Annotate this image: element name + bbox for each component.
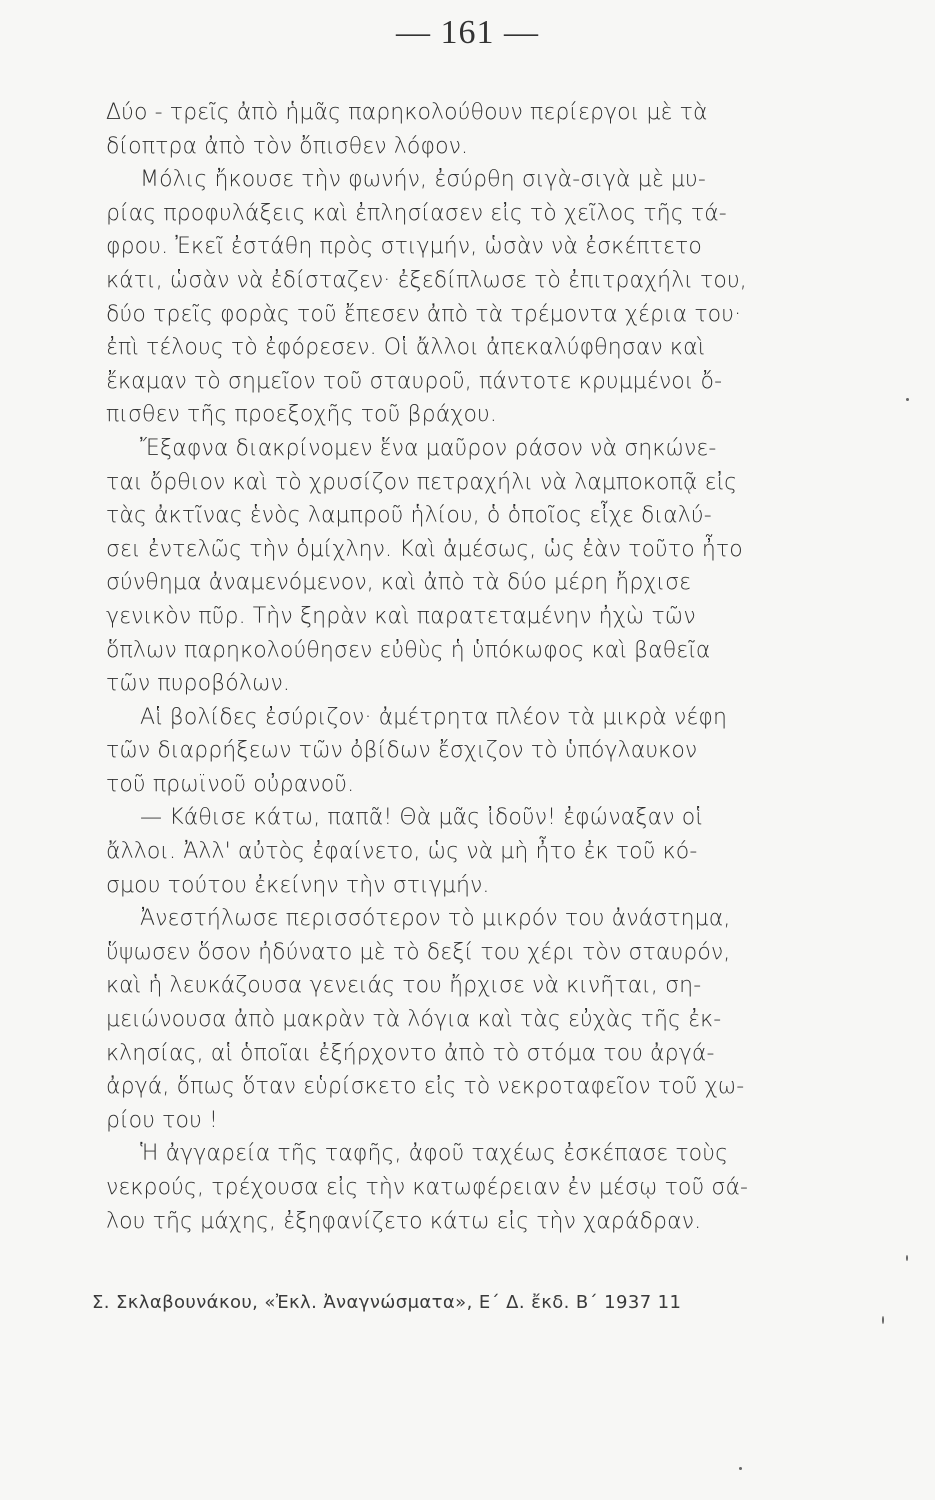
text-line: ὅπλων παρηκολούθησεν εὐθὺς ἡ ὑπόκωφος καὶ βαθεῖα xyxy=(106,637,711,663)
text-line: ται ὄρθιον καὶ τὸ χρυσίζον πετραχήλι νὰ λαμποκοπᾷ εἰς xyxy=(106,469,738,495)
text-line: ρίας προφυλάξεις καὶ ἐπλησίασεν εἰς τὸ χεῖλος τῆς τά- xyxy=(106,200,727,226)
text-line: νεκρούς, τρέχουσα εἰς τὴν κατωφέρειαν ἐν μέσῳ τοῦ σά- xyxy=(106,1175,749,1200)
source-citation: Σ. Σκλαβουνάκου, «Ἐκλ. Ἀναγνώσματα», Ε΄ Δ. ἔκδ. Β΄ 1937 11 xyxy=(92,1292,682,1313)
text-line: — Κάθισε κάτω, παπᾶ! Θὰ μᾶς ἰδοῦν! ἐφώναξαν οἱ xyxy=(140,805,703,831)
text-line: ἀργά, ὅπως ὅταν εὑρίσκετο εἰς τὸ νεκροταφεῖον τοῦ χω- xyxy=(106,1074,745,1100)
text-line: δίοπτρα ἀπὸ τὸν ὄπισθεν λόφον. xyxy=(106,133,469,159)
text-line: ρίου του ! xyxy=(106,1107,218,1133)
scan-speck xyxy=(906,1255,908,1261)
text-line: Αἱ βολίδες ἐσύριζον· ἀμέτρητα πλέον τὰ μικρὰ νέφη xyxy=(140,704,728,730)
text-line: Ἡ ἀγγαρεία τῆς ταφῆς, ἀφοῦ ταχέως ἐσκέπασε τοὺς xyxy=(140,1141,729,1167)
text-line: κλησίας, αἱ ὁποῖαι ἐξήρχοντο ἀπὸ τὸ στόμα του ἀργά- xyxy=(106,1040,715,1066)
text-line: ὕψωσεν ὅσον ἠδύνατο μὲ τὸ δεξί του χέρι τὸν σταυρόν, xyxy=(106,939,731,965)
text-line: ἄλλοι. Ἀλλ' αὐτὸς ἐφαίνετο, ὡς νὰ μὴ ἦτο ἐκ τοῦ κό- xyxy=(106,839,698,865)
text-line: μειώνουσα ἀπὸ μακρὰν τὰ λόγια καὶ τὰς εὐχὰς τῆς ἐκ- xyxy=(106,1007,722,1033)
text-line: ἐπὶ τέλους τὸ ἐφόρεσεν. Οἱ ἄλλοι ἀπεκαλύφθησαν καὶ xyxy=(106,335,706,361)
text-line: ἔκαμαν τὸ σημεῖον τοῦ σταυροῦ, πάντοτε κρυμμένοι ὄ- xyxy=(106,368,723,394)
text-line: τῶν διαρρήξεων τῶν ὀβίδων ἔσχιζον τὸ ὑπόγλαυκον xyxy=(106,738,698,764)
text-line: σύνθημα ἀναμενόμενον, καὶ ἀπὸ τὰ δύο μέρη ἤρχισε xyxy=(106,570,692,596)
scan-speck xyxy=(882,1316,884,1324)
text-line: γενικὸν πῦρ. Τὴν ξηρὰν καὶ παρατεταμένην ἠχὼ τῶν xyxy=(106,603,696,629)
text-line: σει ἐντελῶς τὴν ὁμίχλην. Καὶ ἀμέσως, ὡς ἐὰν τοῦτο ἦτο xyxy=(106,536,743,562)
text-line: φρου. Ἐκεῖ ἐστάθη πρὸς στιγμήν, ὡσὰν νὰ ἐσκέπτετο xyxy=(106,234,702,260)
page-number: — 161 — xyxy=(396,14,539,51)
body-text xyxy=(106,96,816,1238)
text-line: τῶν πυροβόλων. xyxy=(106,671,290,697)
text-line: Μόλις ἤκουσε τὴν φωνήν, ἐσύρθη σιγὰ-σιγὰ μὲ μυ- xyxy=(140,167,706,193)
text-line: τοῦ πρωϊνοῦ οὐρανοῦ. xyxy=(106,771,355,797)
text-line: Ἔξαφνα διακρίνομεν ἕνα μαῦρον ράσον νὰ σηκώνε- xyxy=(140,435,717,461)
text-line: λου τῆς μάχης, ἐξηφανίζετο κάτω εἰς τὴν χαράδραν. xyxy=(106,1208,702,1234)
scan-speck xyxy=(906,398,909,401)
scan-speck xyxy=(739,1467,742,1470)
text-line: σμου τούτου ἐκείνην τὴν στιγμήν. xyxy=(106,872,490,898)
text-line: τὰς ἀκτῖνας ἑνὸς λαμπροῦ ἡλίου, ὁ ὁποῖος εἶχε διαλύ- xyxy=(106,503,712,529)
text-line: καὶ ἡ λευκάζουσα γενειάς του ἤρχισε νὰ κινῆται, ση- xyxy=(106,973,702,999)
text-line: δύο τρεῖς φορὰς τοῦ ἔπεσεν ἀπὸ τὰ τρέμοντα χέρια του· xyxy=(106,301,742,327)
text-line: πισθεν τῆς προεξοχῆς τοῦ βράχου. xyxy=(106,402,497,428)
text-line: Δύο - τρεῖς ἀπὸ ἡμᾶς παρηκολούθουν περίεργοι μὲ τὰ xyxy=(106,100,708,125)
text-line: κάτι, ὡσὰν νὰ ἐδίσταζεν· ἐξεδίπλωσε τὸ ἐπιτραχήλι του, xyxy=(106,267,747,293)
text-line: Ἀνεστήλωσε περισσότερον τὸ μικρόν του ἀνάστημα, xyxy=(140,906,731,932)
